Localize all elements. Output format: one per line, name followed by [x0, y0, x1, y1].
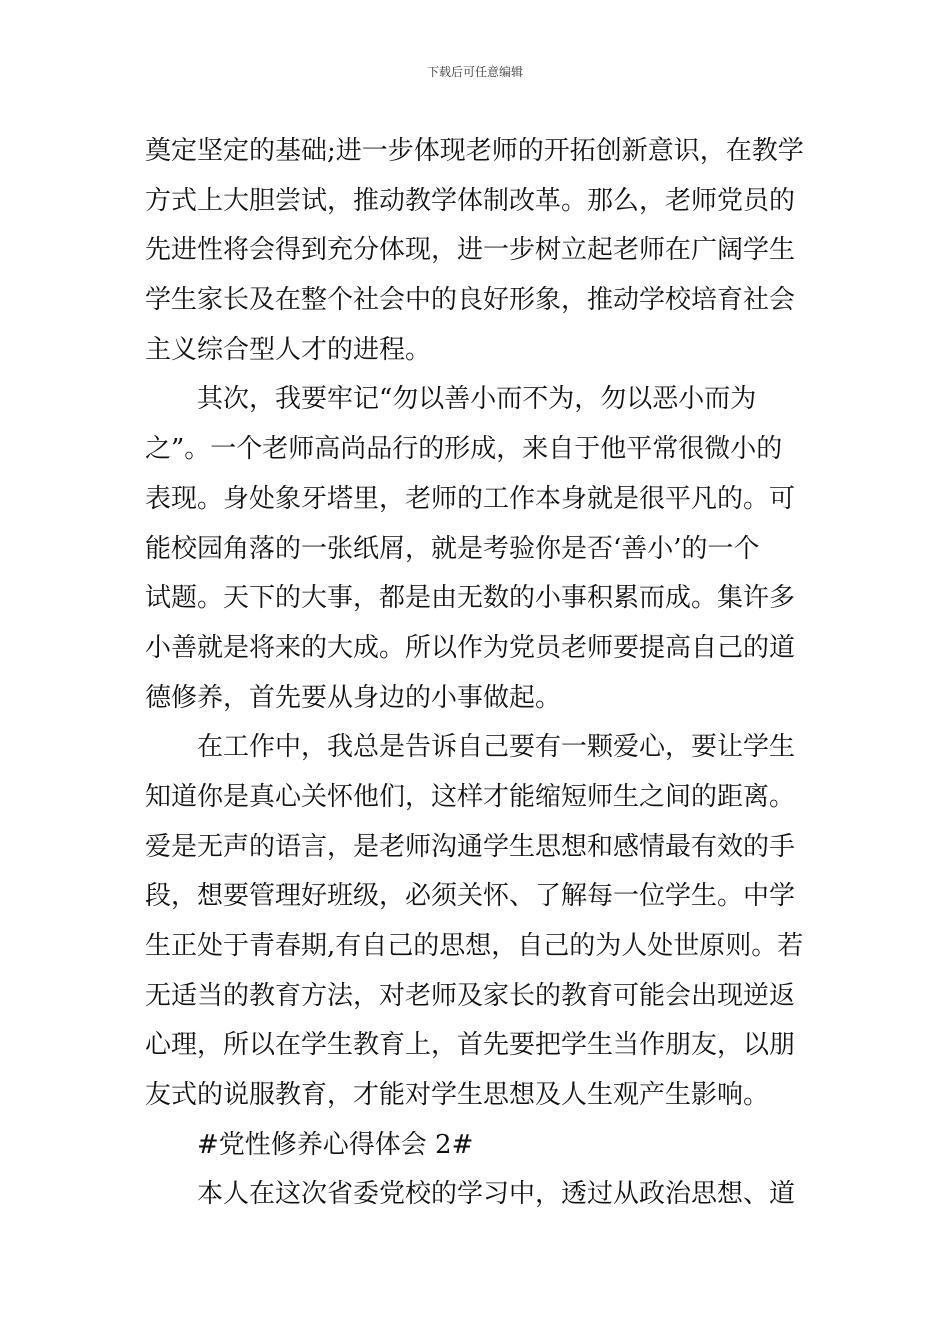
text-line: 主义综合型人才的进程。 — [145, 334, 432, 365]
text-line: 先进性将会得到充分体现，进一步树立起老师在广阔学生 — [145, 235, 796, 266]
text-line: 小善就是将来的大成。所以作为党员老师要提高自己的道 — [145, 632, 796, 663]
text-line: 其次，我要牢记“勿以善小而不为，勿以恶小而为 — [197, 384, 757, 415]
text-line: 友式的说服教育，才能对学生思想及人生观产生影响。 — [145, 1080, 770, 1111]
text-line: 知道你是真心关怀他们，这样才能缩短师生之间的距离。 — [145, 781, 796, 812]
text-line: 试题。天下的大事，都是由无数的小事积累而成。集许多 — [145, 583, 796, 614]
text-line: 表现。身处象牙塔里，老师的工作本身就是很平凡的。可 — [145, 483, 796, 514]
text-line: 本人在这次省委党校的学习中，透过从政治思想、道 — [197, 1179, 796, 1210]
text-line: 爱是无声的语言，是老师沟通学生思想和感情最有效的手 — [145, 831, 796, 862]
text-line: 生正处于青春期,有自己的思想，自己的为人处世原则。若 — [145, 931, 804, 961]
text-line: 奠定坚定的基础;进一步体现老师的开拓创新意识，在教学 — [145, 136, 804, 166]
text-line: 之”。一个老师高尚品行的形成，来自于他平常很微小的 — [145, 434, 783, 465]
section-heading: #党性修养心得体会 2# — [197, 1129, 474, 1160]
text-line: 段，想要管理好班级，必须关怀、了解每一位学生。中学 — [145, 881, 796, 912]
text-line: 能校园角落的一张纸屑，就是考验你是否‘善小’的一个 — [145, 533, 760, 564]
text-line: 无适当的教育方法，对老师及家长的教育可能会出现逆返 — [145, 980, 796, 1011]
text-line: 心理，所以在学生教育上，首先要把学生当作朋友，以朋 — [145, 1030, 796, 1061]
text-line: 方式上大胆尝试，推动教学体制改革。那么，老师党员的 — [145, 185, 796, 216]
text-line: 在工作中，我总是告诉自己要有一颗爱心，要让学生 — [197, 732, 796, 763]
document-body — [145, 127, 815, 1220]
page-header: 下载后可任意编辑 — [426, 65, 523, 79]
text-line: 德修养，首先要从身边的小事做起。 — [145, 682, 562, 713]
text-line: 学生家长及在整个社会中的良好形象，推动学校培育社会 — [145, 285, 796, 316]
